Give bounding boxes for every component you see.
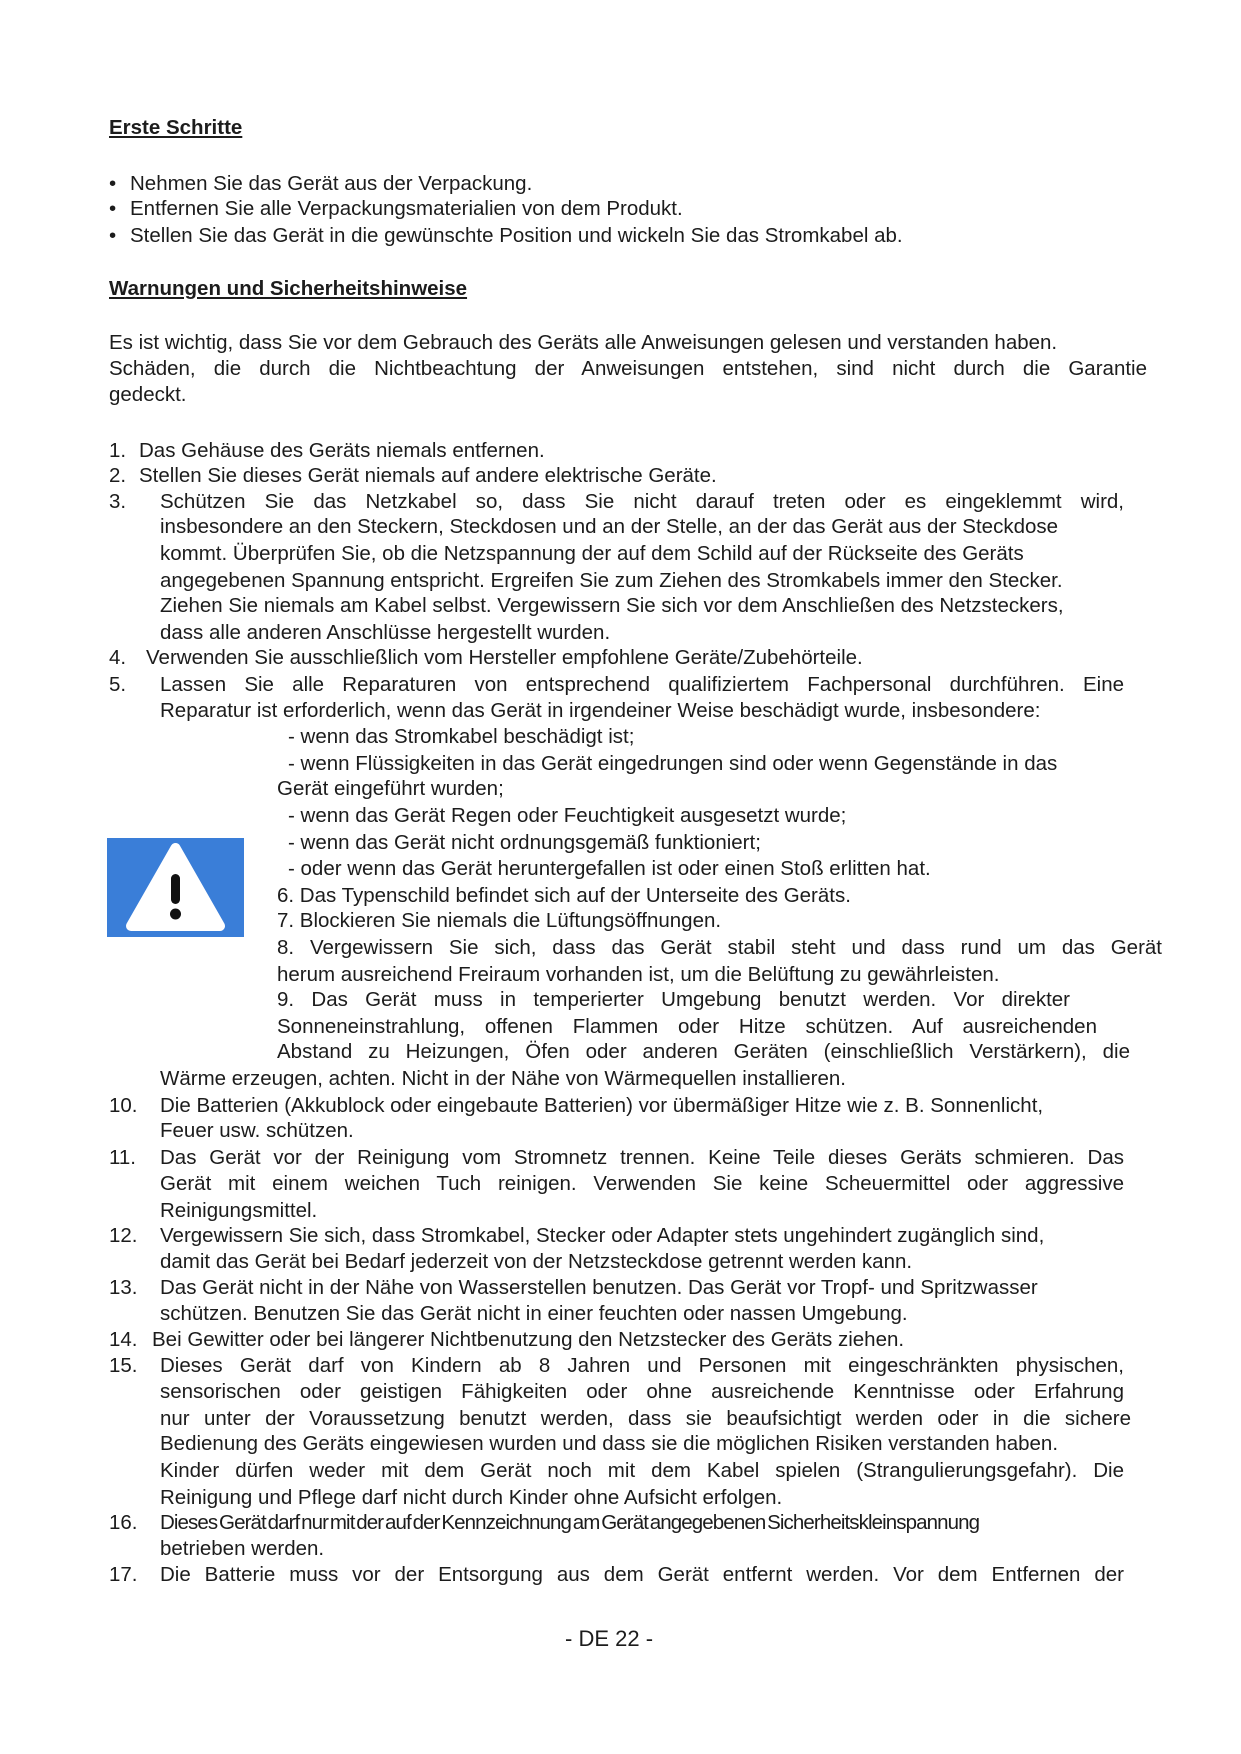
- item-3-line-3: kommt. Überprüfen Sie, ob die Netzspannung der auf dem Schild auf der Rückseite des Geräts: [160, 542, 1024, 565]
- sub-item-2: - wenn Flüssigkeiten in das Gerät eingedrungen sind oder wenn Gegenstände in das: [288, 752, 1058, 775]
- item-15-line-3: nur unter der Voraussetzung benutzt werden, dass sie beaufsichtigt werden oder in die sichere: [160, 1407, 1131, 1430]
- item-1-text: Das Gehäuse des Geräts niemals entfernen.: [139, 439, 545, 462]
- item-17-line-1: Die Batterie muss vor der Entsorgung aus dem Gerät entfernt werden. Vor dem Entfernen der: [160, 1563, 1124, 1586]
- bullet-text-2: Entfernen Sie alle Verpackungsmaterialien von dem Produkt.: [130, 197, 683, 220]
- bullet-1: •: [109, 172, 117, 195]
- item-13-line-1: Das Gerät nicht in der Nähe von Wasserstellen benutzen. Das Gerät vor Tropf- und Spritzwasser: [160, 1276, 1038, 1299]
- item-9-line-1: 9. Das Gerät muss in temperierter Umgebung benutzt werden. Vor direkter: [277, 988, 1070, 1011]
- item-15-line-5: Kinder dürfen weder mit dem Gerät noch mit dem Kabel spielen (Strangulierungsgefahr). Die: [160, 1459, 1124, 1482]
- item-6-text: 6. Das Typenschild befindet sich auf der Unterseite des Geräts.: [277, 884, 851, 907]
- warning-triangle-icon: [107, 838, 244, 937]
- item-13-line-2: schützen. Benutzen Sie das Gerät nicht in einer feuchten oder nassen Umgebung.: [160, 1302, 908, 1325]
- sub-item-4: - wenn das Gerät nicht ordnungsgemäß funktioniert;: [288, 831, 761, 854]
- item-14-number: 14.: [109, 1328, 138, 1351]
- item-15-line-1: Dieses Gerät darf von Kindern ab 8 Jahren und Personen mit eingeschränkten physischen,: [160, 1354, 1124, 1377]
- item-16-number: 16.: [109, 1511, 138, 1534]
- item-10-line-1: Die Batterien (Akkublock oder eingebaute Batterien) vor übermäßiger Hitze wie z. B. Sonnenlicht,: [160, 1094, 1044, 1117]
- item-3-number: 3.: [109, 490, 127, 513]
- item-10-line-2: Feuer usw. schützen.: [160, 1119, 354, 1142]
- item-4-number: 4.: [109, 646, 127, 669]
- item-9-line-2: Sonneneinstrahlung, offenen Flammen oder Hitze schützen. Auf ausreichenden: [277, 1015, 1097, 1038]
- item-11-line-1: Das Gerät vor der Reinigung vom Stromnetz trennen. Keine Teile dieses Geräts schmieren. Das: [160, 1146, 1124, 1169]
- bullet-text-3: Stellen Sie das Gerät in die gewünschte Position und wickeln Sie das Stromkabel ab.: [130, 224, 903, 247]
- intro-line-2: Schäden, die durch die Nichtbeachtung der Anweisungen entstehen, sind nicht durch die Garantie: [109, 357, 1147, 380]
- item-7-text: 7. Blockieren Sie niemals die Lüftungsöffnungen.: [277, 909, 722, 932]
- item-16-line-1: Dieses Gerät darf nur mit der auf der Kennzeichnung am Gerät angegebenen Sicherheitskleinspannung: [160, 1511, 980, 1534]
- item-17-number: 17.: [109, 1563, 138, 1586]
- item-1-number: 1.: [109, 439, 127, 462]
- item-8-line-2: herum ausreichend Freiraum vorhanden ist, um die Belüftung zu gewährleisten.: [277, 963, 1000, 986]
- item-16-line-2: betrieben werden.: [160, 1537, 325, 1560]
- sub-item-2-cont: Gerät eingeführt wurden;: [277, 777, 504, 800]
- item-15-number: 15.: [109, 1354, 138, 1377]
- bullet-2: •: [109, 197, 117, 220]
- item-12-number: 12.: [109, 1224, 138, 1247]
- item-3-line-2: insbesondere an den Steckern, Steckdosen und an der Stelle, an der das Gerät aus der Steckdose: [160, 515, 1059, 538]
- item-12-line-1: Vergewissern Sie sich, dass Stromkabel, Stecker oder Adapter stets ungehindert zugänglich sind,: [160, 1224, 1045, 1247]
- item-9-line-3: Abstand zu Heizungen, Öfen oder anderen Geräten (einschließlich Verstärkern), die: [277, 1040, 1130, 1063]
- item-5-line-2: Reparatur ist erforderlich, wenn das Gerät in irgendeiner Weise beschädigt wurde, insbesondere:: [160, 699, 1041, 722]
- item-3-line-1: Schützen Sie das Netzkabel so, dass Sie nicht darauf treten oder es eingeklemmt wird,: [160, 490, 1124, 513]
- bullet-text-1: Nehmen Sie das Gerät aus der Verpackung.: [130, 172, 533, 195]
- bullet-3: •: [109, 224, 117, 247]
- item-2-number: 2.: [109, 464, 127, 487]
- item-11-line-2: Gerät mit einem weichen Tuch reinigen. Verwenden Sie keine Scheuermittel oder aggressive: [160, 1172, 1124, 1195]
- sub-item-5: - oder wenn das Gerät heruntergefallen ist oder einen Stoß erlitten hat.: [288, 857, 931, 880]
- item-3-line-4: angegebenen Spannung entspricht. Ergreifen Sie zum Ziehen des Stromkabels immer den Stecker.: [160, 569, 1063, 592]
- item-3-line-5: Ziehen Sie niemals am Kabel selbst. Vergewissern Sie sich vor dem Anschließen des Netzsteckers,: [160, 594, 1064, 617]
- item-2-text: Stellen Sie dieses Gerät niemals auf andere elektrische Geräte.: [139, 464, 717, 487]
- warning-sign: [107, 838, 244, 937]
- item-9-line-4: Wärme erzeugen, achten. Nicht in der Nähe von Wärmequellen installieren.: [160, 1067, 846, 1090]
- intro-line-1: Es ist wichtig, dass Sie vor dem Gebrauch des Geräts alle Anweisungen gelesen und verstanden haben.: [109, 331, 1058, 354]
- item-13-number: 13.: [109, 1276, 138, 1299]
- item-14-text: Bei Gewitter oder bei längerer Nichtbenutzung den Netzstecker des Geräts ziehen.: [152, 1328, 905, 1351]
- item-3-line-6: dass alle anderen Anschlüsse hergestellt wurden.: [160, 621, 611, 644]
- item-11-number: 11.: [109, 1146, 136, 1169]
- sub-item-1: - wenn das Stromkabel beschädigt ist;: [288, 725, 635, 748]
- item-8-line-1: 8. Vergewissern Sie sich, dass das Gerät stabil steht und dass rund um das Gerät: [277, 936, 1162, 959]
- section-heading-warnungen: Warnungen und Sicherheitshinweise: [109, 277, 468, 300]
- item-5-number: 5.: [109, 673, 127, 696]
- intro-line-3: gedeckt.: [109, 383, 187, 406]
- item-5-line-1: Lassen Sie alle Reparaturen von entsprechend qualifiziertem Fachpersonal durchführen. Eine: [160, 673, 1124, 696]
- item-11-line-3: Reinigungsmittel.: [160, 1199, 318, 1222]
- item-15-line-2: sensorischen oder geistigen Fähigkeiten oder ohne ausreichende Kenntnisse oder Erfahrung: [160, 1380, 1124, 1403]
- item-12-line-2: damit das Gerät bei Bedarf jederzeit von der Netzsteckdose getrennt werden kann.: [160, 1250, 913, 1273]
- item-10-number: 10.: [109, 1094, 138, 1117]
- page-number: - DE 22 -: [565, 1626, 654, 1651]
- item-15-line-6: Reinigung und Pflege darf nicht durch Kinder ohne Aufsicht erfolgen.: [160, 1486, 783, 1509]
- sub-item-3: - wenn das Gerät Regen oder Feuchtigkeit ausgesetzt wurde;: [288, 804, 847, 827]
- section-heading-erste-schritte: Erste Schritte: [109, 116, 243, 139]
- item-15-line-4: Bedienung des Geräts eingewiesen wurden und dass sie die möglichen Risiken verstanden haben.: [160, 1432, 1059, 1455]
- item-4-text: Verwenden Sie ausschließlich vom Hersteller empfohlene Geräte/Zubehörteile.: [146, 646, 863, 669]
